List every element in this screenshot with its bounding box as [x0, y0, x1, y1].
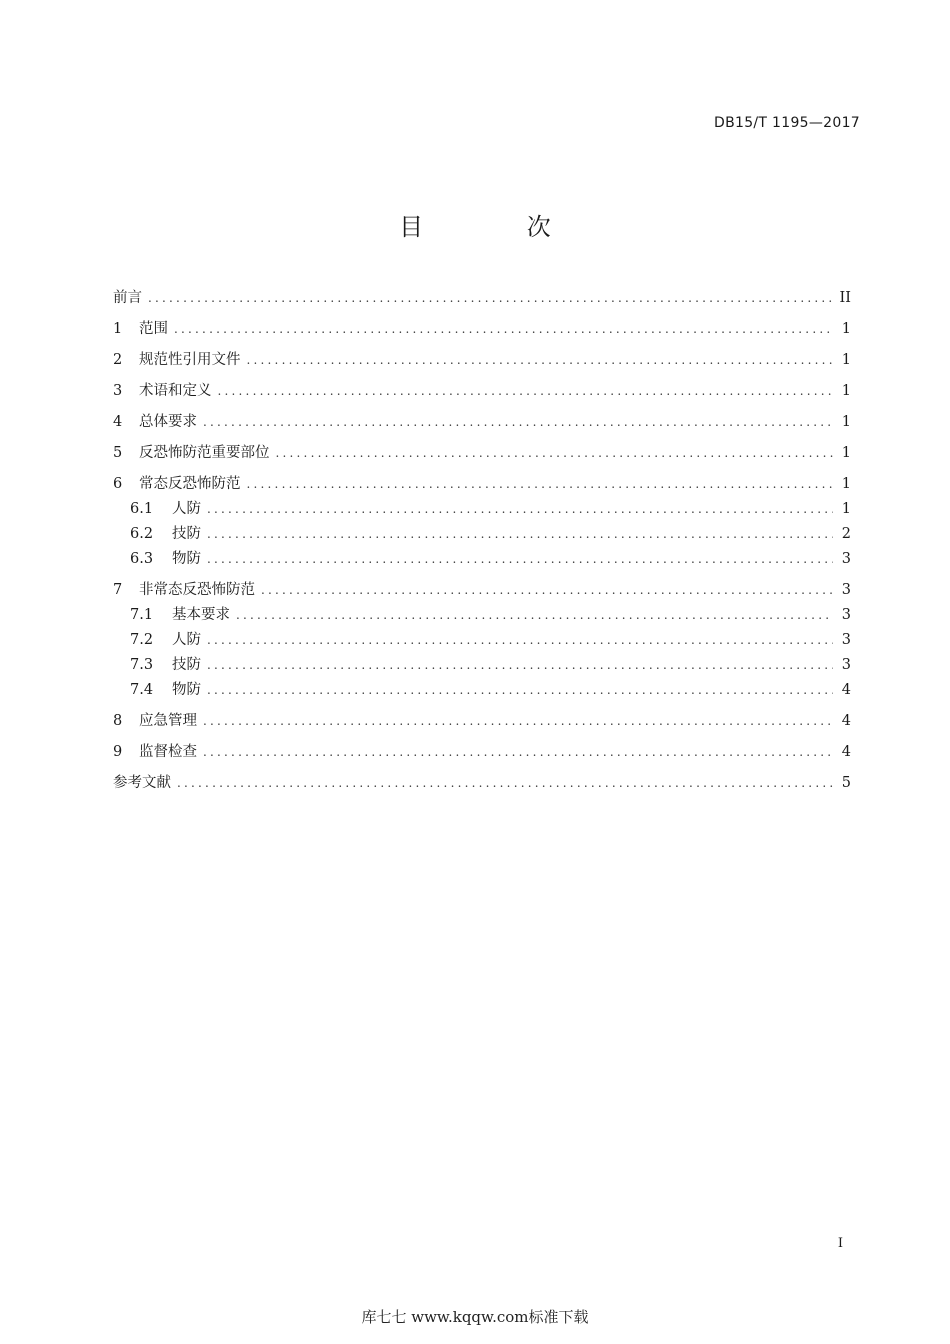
toc-entry-number: 7 — [113, 582, 123, 598]
page-title: 目 次 — [399, 213, 599, 241]
toc-entry-page: 1 — [841, 321, 851, 337]
toc-dot-leader — [174, 317, 833, 341]
toc-entry-number: 6.2 — [130, 526, 154, 542]
toc-entry[interactable] — [113, 348, 851, 372]
toc-entry-number: 9 — [113, 744, 123, 760]
toc-entry-label: 非常态反恐怖防范 — [139, 582, 255, 598]
toc-entry-label: 常态反恐怖防范 — [139, 476, 241, 492]
toc-entry-label: 监督检查 — [139, 744, 197, 760]
toc-entry-number: 7.1 — [130, 607, 154, 623]
toc-entry[interactable] — [113, 771, 851, 795]
toc-entry[interactable] — [113, 709, 851, 733]
toc-entry-page: 1 — [841, 501, 851, 517]
toc-entry-label: 人防 — [172, 501, 201, 517]
toc-entry-label: 技防 — [172, 657, 201, 673]
toc-entry-page: 1 — [841, 476, 851, 492]
toc-entry[interactable] — [113, 472, 851, 496]
toc-entry[interactable] — [113, 678, 851, 702]
toc-entry-label: 参考文献 — [113, 775, 171, 791]
toc-dot-leader — [207, 547, 833, 571]
toc-dot-leader — [207, 628, 833, 652]
toc-entry-label: 物防 — [172, 551, 201, 567]
toc-entry-number: 8 — [113, 713, 123, 729]
toc-entry-label: 技防 — [172, 526, 201, 542]
table-of-contents — [113, 286, 851, 795]
toc-entry-page: 5 — [841, 775, 851, 791]
toc-dot-leader — [236, 603, 833, 627]
toc-dot-leader — [218, 379, 834, 403]
toc-dot-leader — [203, 740, 833, 764]
toc-entry-label: 物防 — [172, 682, 201, 698]
toc-dot-leader — [207, 522, 833, 546]
toc-entry-page: 4 — [841, 713, 851, 729]
toc-entry[interactable] — [113, 522, 851, 546]
toc-entry[interactable] — [113, 628, 851, 652]
toc-entry[interactable] — [113, 547, 851, 571]
toc-entry-page: 3 — [841, 607, 851, 623]
toc-entry-page: 4 — [841, 744, 851, 760]
toc-entry[interactable] — [113, 603, 851, 627]
toc-entry[interactable] — [113, 578, 851, 602]
page-number: I — [837, 1236, 843, 1251]
document-code: DB15/T 1195—2017 — [714, 115, 860, 131]
toc-entry-page: II — [839, 290, 851, 306]
toc-entry-page: 1 — [841, 383, 851, 399]
toc-entry[interactable] — [113, 497, 851, 521]
toc-entry-page: 1 — [841, 445, 851, 461]
toc-entry-page: 1 — [841, 414, 851, 430]
toc-dot-leader — [207, 678, 833, 702]
toc-entry-number: 4 — [113, 414, 123, 430]
toc-dot-leader — [203, 410, 833, 434]
toc-entry-label: 范围 — [139, 321, 168, 337]
toc-dot-leader — [148, 286, 833, 310]
toc-entry-label: 前言 — [113, 290, 142, 306]
toc-entry[interactable] — [113, 441, 851, 465]
toc-dot-leader — [207, 497, 833, 521]
toc-entry-page: 3 — [841, 551, 851, 567]
toc-entry[interactable] — [113, 286, 851, 310]
toc-entry-number: 6 — [113, 476, 123, 492]
toc-dot-leader — [247, 472, 834, 496]
toc-entry-page: 1 — [841, 352, 851, 368]
toc-dot-leader — [177, 771, 833, 795]
watermark-text: 库七七 www.kqqw.com标准下载 — [361, 1308, 589, 1326]
toc-entry[interactable] — [113, 740, 851, 764]
toc-entry-label: 基本要求 — [172, 607, 230, 623]
toc-entry-page: 3 — [841, 632, 851, 648]
toc-entry-number: 6.3 — [130, 551, 154, 567]
toc-dot-leader — [203, 709, 833, 733]
toc-entry-number: 6.1 — [130, 501, 154, 517]
toc-entry-label: 反恐怖防范重要部位 — [139, 445, 270, 461]
toc-entry-page: 3 — [841, 582, 851, 598]
toc-entry-number: 7.4 — [130, 682, 154, 698]
toc-entry-label: 术语和定义 — [139, 383, 212, 399]
toc-entry[interactable] — [113, 379, 851, 403]
toc-entry-number: 2 — [113, 352, 123, 368]
toc-entry-number: 5 — [113, 445, 123, 461]
toc-entry-number: 1 — [113, 321, 123, 337]
toc-dot-leader — [276, 441, 834, 465]
toc-entry-page: 4 — [841, 682, 851, 698]
toc-entry-number: 7.2 — [130, 632, 154, 648]
toc-entry-label: 总体要求 — [139, 414, 197, 430]
toc-entry[interactable] — [113, 317, 851, 341]
toc-dot-leader — [207, 653, 833, 677]
toc-dot-leader — [247, 348, 834, 372]
toc-entry-number: 7.3 — [130, 657, 154, 673]
toc-entry-label: 规范性引用文件 — [139, 352, 241, 368]
toc-entry-label: 人防 — [172, 632, 201, 648]
toc-entry[interactable] — [113, 653, 851, 677]
toc-entry[interactable] — [113, 410, 851, 434]
toc-entry-page: 2 — [841, 526, 851, 542]
toc-dot-leader — [261, 578, 833, 602]
toc-entry-number: 3 — [113, 383, 123, 399]
toc-entry-label: 应急管理 — [139, 713, 197, 729]
toc-entry-page: 3 — [841, 657, 851, 673]
